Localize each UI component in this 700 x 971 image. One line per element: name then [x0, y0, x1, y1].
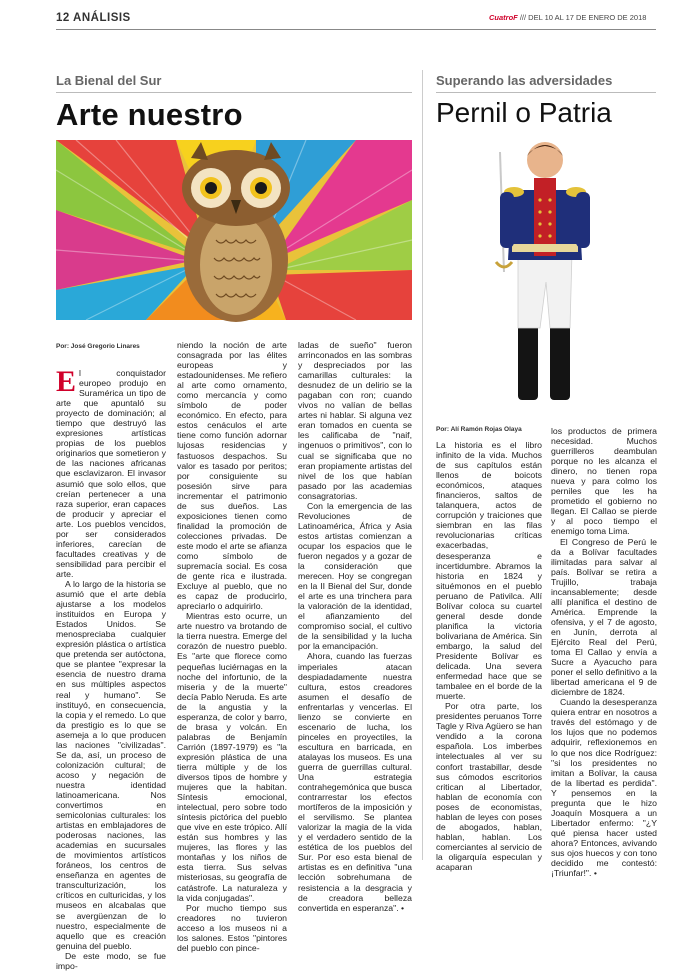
article-paragraph: El conquistador europeo produjo en Suramérica un tipo de arte que apuntaló su proyecto de dominación; al tiempo que destruyó las expresiones artísticas propias de los pueblos originarios que sometieron y de las naciones africanas que esclavizaron. El invasor asumió que solo ellos, que creían pertenecer a una raza superior, eran capaces de producir y apreciar el arte. Los pueblos vencidos, por ser considerados inferiores, carecían de facultades creativas y de sensibilidad para percibir el arte. — [56, 365, 166, 579]
date-range: /// DEL 10 AL 17 DE ENERO DE 2018 — [519, 13, 647, 22]
article-paragraph: De este modo, se fue impo- — [56, 950, 166, 971]
right-byline: Por: Alí Ramón Rojas Olaya — [436, 426, 522, 433]
left-kicker-rule — [56, 92, 412, 93]
article-paragraph: A lo largo de la historia se asumió que el arte debía ajustarse a los modelos instituidos en Europa y Estados Unidos. Se menospreciaba cualquier expresión plástica o artística que pretenda ser autóctona, que se plantee "expresar la esencia de nuestro drama en sus múltiples aspectos real y humano". Se instituyó, en consecuencia, la copia y el remedo. Lo que da prestigio es lo que se asemeja a lo que producen las naciones "civilizadas". Se da, así, un proceso de colonización cultural; de acoso y negación de nuestra identidad latinoamericana. Nos convertimos en semicolonias culturales: los artistas en emblajadores de poderosas naciones, las academias en sucursales de movimientos artísticos foráneos, los centros de enseñanza en agentes de transculturización, los críticos en culturicidas, y los museos en alcabalas que se avergüenzan de lo nuestro, especialmente de aquello que es creación genuina del pueblo. — [56, 578, 166, 951]
article-paragraph: Por otra parte, los presidentes peruanos Torre Tagle y Riva Agüero se han vendido a la corona española. Los imberbes intelectuales al ver su confort trastabillar, desde sus cómodos escritorios critican al Libertador, hablan de economía con poses de economistas, hablan de leyes con poses de abogados, hablan, hablan, hablan. Los comerciantes al servicio de la oligarquía especulan y acaparan — [436, 701, 542, 872]
left-kicker: La Bienal del Sur — [56, 73, 162, 88]
article-paragraph: Por mucho tiempo sus creadores no tuvieron acceso a los museos ni a los salones. Estos "pintores del pueblo con pince- — [177, 902, 287, 953]
article-paragraph: Ahora, cuando las fuerzas imperiales atacan despiadadamente nuestra cultura, estos creadores asumen el desafío de enfrentarlas y vencerlas. El lienzo se convierte en escenario de lucha, los pinceles en proyectiles, la escultura en barricada, en atalayas los museos. Es una guerra de guerrillas cultural. Una estrategia contrahegemónica que busca contrarrestar los efectos mortíferos de la imposición y el servilismo. Se plantea valorizar la magia de la vida y el verdadero sentido de la estética de los pueblos del Sur. Por eso esta bienal de artistas es en definitiva "una lección sobrehumana de resistencia a la desgracia y de creadora belleza convertida en esperanza". • — [298, 651, 412, 913]
right-article-column-2 — [551, 426, 657, 879]
header-divider — [56, 29, 656, 30]
right-article-column-1 — [436, 440, 542, 872]
article-paragraph: La historia es el libro infinito de la vida. Muchos de sus capítulos están llenos de boicots económicos, ataques financieros, saltos de talanquera, actos de corrupción y traiciones que siembran en las filas revolucionarias críticas exacerbadas, desesperanza e incertidumbre. Abramos la historia en 1824 y situémonos en el pueblo peruano de Pativilca. Allí Bolívar coloca su cuartel general desde donde planifica la victoria bolivariana de América. Sin embargo, la salud del Presidente Bolívar es delicada. Una severa enfermedad hace que se tambalee en el borde de la muerte. — [436, 440, 542, 702]
drop-cap: E — [56, 365, 77, 398]
article-paragraph: El Congreso de Perú le da a Bolívar facultades ilimitadas para salvar al país. Bolívar se retira a Trujillo, trabaja incansablemente; desde allí planifica el destino de América. Emprende la ofensiva, y el 7 de agosto, en Junín, derrota al Ejército Real del Perú, toma El Callao y envía a Sucre a Ayacucho para poner el sello definitivo a la libertad americana el 9 de diciembre de 1824. — [551, 536, 657, 698]
left-byline: Por: José Gregorio Linares — [56, 343, 140, 350]
left-headline: Arte nuestro — [56, 97, 243, 132]
publication-logo: CuatroF — [489, 13, 518, 22]
issue-date — [489, 13, 646, 22]
article-paragraph: Mientras esto ocurre, un arte nuestro va brotando de la tierra nuestra. Emerge del corazón de nuestro pueblo. Es "arte que florece como pequeñas luciérnagas en la noche del infortunio, de la miseria y de la muerte" decía Pablo Neruda. Es arte de la angustia y la esperanza, de color y barro, de brasa y volcán. En palabras de Benjamín Carrión (1897-1979) es "la expresión plástica de una tierra múltiple y de los diversos tipos de hombre y mujeres que la habitan. Síntesis emocional, intelectual, pero sobre todo síntesis pictórica del pueblo que vive en este trópico. Allí están sus hombres y las mujeres, las flores y las montañas y los niños de esta tierra. Sus selvas misteriosas, su geografía de catástrofe. La naturaleza y la vida conjugadas". — [177, 611, 287, 903]
right-kicker: Superando las adversidades — [436, 73, 613, 88]
boy-costume-image — [490, 132, 600, 408]
section-header: 12 ANÁLISIS — [56, 12, 131, 24]
right-headline: Pernil o Patria — [436, 97, 612, 128]
article-paragraph: ladas de sueño" fueron arrinconados en las sombras y despreciados por las camarillas culturales: la desnudez de un delirio se la pagaban con ron; cuando vivos no valían de bellas artes ni hablar. Si alguna vez eran tomados en cuenta se les calificaba de "naif, ingenuos o primitivos", con lo cual se significaba que no eran propiamente artistas del nivel de los que habían pasado por las academias consagratorias. — [298, 340, 412, 501]
left-article-column-1 — [56, 365, 166, 971]
left-article-column-2 — [177, 340, 287, 953]
left-article-column-3 — [298, 340, 412, 913]
column-divider — [422, 70, 423, 860]
article-paragraph: niendo la noción de arte consagrada por las élites europeas y estadounidenses. Me refiero al arte como ornamento, como mercancía y como símbolo de poder económico. En efecto, para estos cenáculos el arte tiene como función adornar lujosas residencias y fastuosos despachos. Su valor es tasado por peritos; por consiguiente su posesión sirve para incrementar el patrimonio de sus dueños. Las exposiciones tienen como finalidad la promoción de colecciones privadas. De este modo el arte se afianza como símbolo de supremacía social. Es cosa de gente rica e ilustrada. Excluye al pueblo, que no es capaz de producirlo, apreciarlo o adquirirlo. — [177, 340, 287, 612]
article-paragraph: Con la emergencia de las Revoluciones de Latinoamérica, África y Asia estos artistas comienzan a ocupar los espacios que le fueron negados y a gozar de la consideración que merecen. Hoy se congregan en la II Bienal del Sur, donde el arte es una trinchera para la valoración de la identidad, el afianzamiento del compromiso social, el cultivo de la sensibilidad y la lucha por la emancipación. — [298, 500, 412, 652]
article-paragraph: Cuando la desesperanza quiera entrar en nosotros a través del estómago y de los lujos que no podemos adquirir, reflexionemos en lo que nos dice Rodríguez: "si los presidentes no imitan a Bolívar, la causa de la libertad es perdida". Y pensemos en la pregunta que le hizo Joaquín Mosquera a un Libertador enfermo: "¿Y qué piensa hacer usted ahora? Entonces, avivando sus ojos huecos y con tono decidido me contestó: ¡Triunfar!". • — [551, 697, 657, 879]
article-paragraph: los productos de primera necesidad. Muchos guerrilleros deambulan porque no les alcanza el dinero, no tienen ropa nueva y para colmo los perniles que les ha prometido el gobierno no llegan. El Callao se pierde y al poco tiempo el enemigo toma Lima. — [551, 426, 657, 537]
owl-painting-image — [56, 140, 412, 320]
right-kicker-rule — [436, 92, 656, 93]
